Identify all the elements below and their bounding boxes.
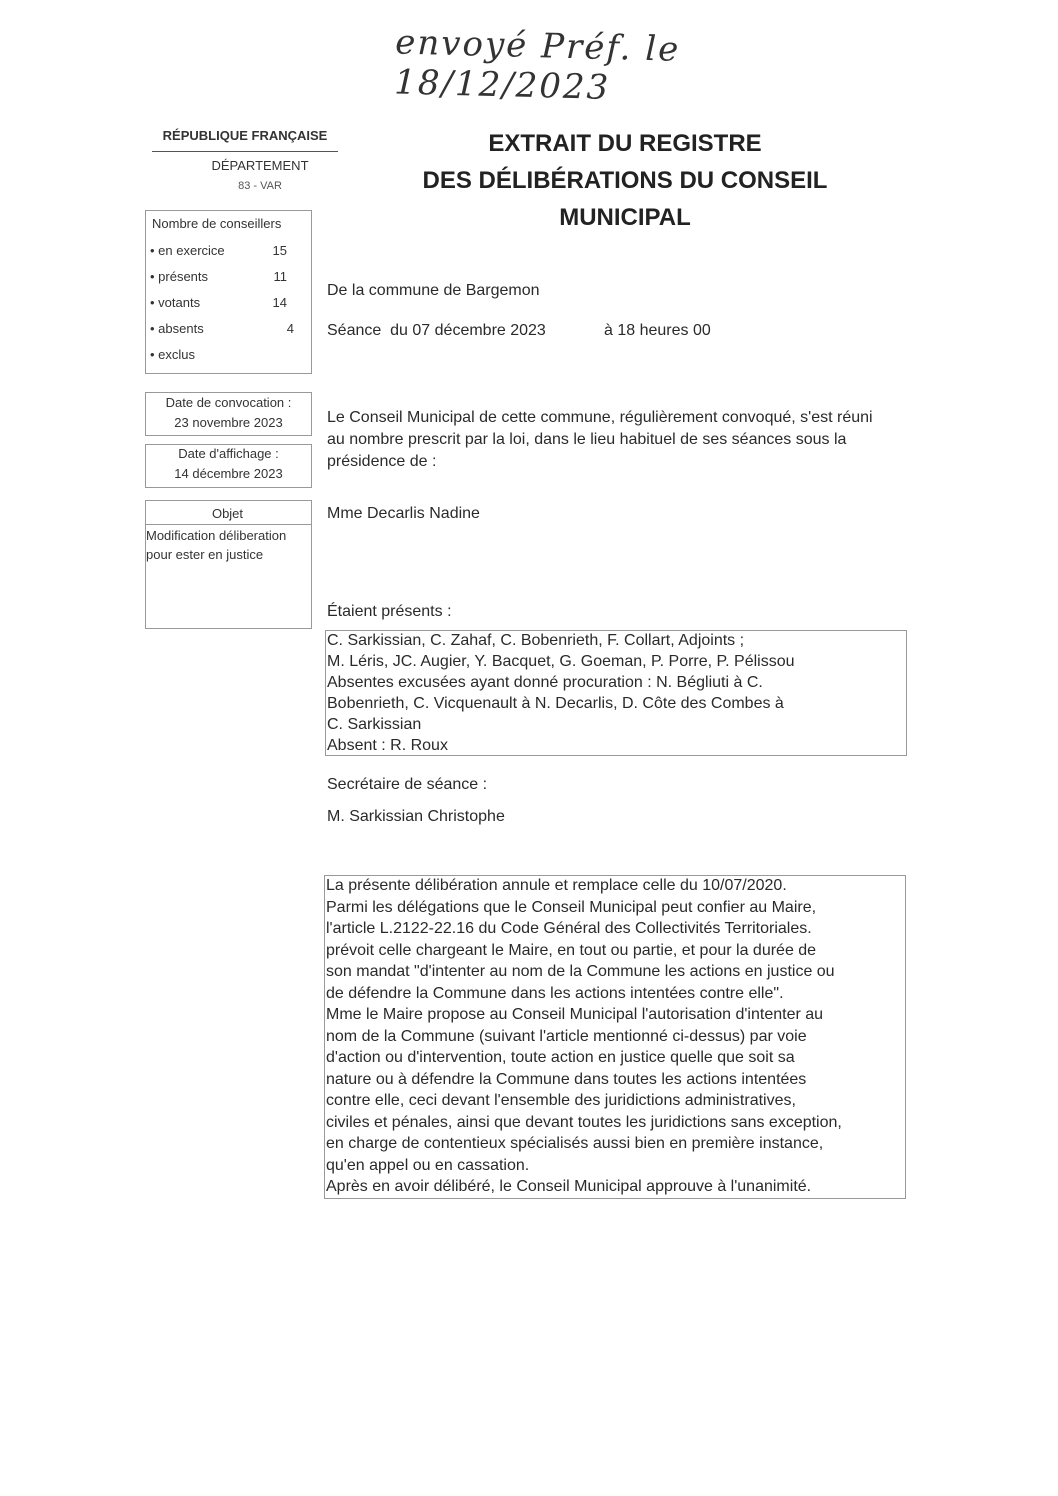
- counsellors-row-label: • présents: [150, 269, 209, 284]
- handwritten-annotation: envoyé Préf. le 18/12/2023: [393, 22, 681, 109]
- secretary-name: M. Sarkissian Christophe: [327, 808, 505, 825]
- counsellors-row-label: • absents: [150, 321, 204, 336]
- present-line: Bobenrieth, C. Vicquenault à N. Decarlis, D. Côte des Combes à: [327, 695, 784, 712]
- deliberation-line: prévoit celle chargeant le Maire, en tout ou partie, et pour la durée de: [326, 941, 817, 959]
- deliberation-line: Après en avoir délibéré, le Conseil Municipal approuve à l'unanimité.: [326, 1178, 812, 1195]
- counsellors-row-exercice: [150, 243, 300, 258]
- counsellors-row-label: • exclus: [150, 347, 196, 362]
- commune-name: De la commune de Bargemon: [327, 282, 540, 299]
- seance-date: Séance du 07 décembre 2023: [327, 322, 546, 339]
- objet-text: [146, 526, 311, 564]
- counsellors-row-presents: [150, 269, 300, 284]
- counsellors-row-exclus: [150, 347, 300, 362]
- deliberation-line: contre elle, ceci devant l'ensemble des juridictions administratives,: [326, 1092, 796, 1109]
- counsellors-heading: Nombre de conseillers: [152, 216, 282, 231]
- deliberation-line: Mme le Maire propose au Conseil Municipal l'autorisation d'intenter au: [326, 1006, 824, 1023]
- seance-line: [327, 322, 711, 340]
- counsellors-row-label: • votants: [150, 295, 201, 310]
- counsellors-row-label: • en exercice: [150, 243, 225, 258]
- departement-value: 83 - VAR: [238, 180, 282, 192]
- deliberation-line: civiles et pénales, ainsi que devant toutes les juridictions sans exception,: [326, 1113, 842, 1131]
- republique-label: RÉPUBLIQUE FRANÇAISE: [162, 128, 328, 143]
- deliberation-line: nature ou à défendre la Commune dans toutes les actions intentées: [326, 1070, 807, 1088]
- deliberation-text: [326, 875, 904, 1198]
- convocation-date: 23 novembre 2023: [174, 415, 283, 430]
- present-line: Absentes excusées ayant donné procuration : N. Bégliuti à C.: [327, 674, 763, 691]
- departement-label: DÉPARTEMENT: [211, 158, 309, 173]
- convocation-paragraph: Le Conseil Municipal de cette commune, régulièrement convoqué, s'est réuni au nombre prescrit par la loi, dans le lieu habituel de ses séances sous la présidence de :: [327, 409, 873, 470]
- present-list: [327, 630, 902, 756]
- deliberation-line: Parmi les délégations que le Conseil Municipal peut confier au Maire,: [326, 898, 817, 916]
- present-label: Étaient présents :: [327, 603, 452, 620]
- seance-time: à 18 heures 00: [604, 322, 711, 339]
- present-line: C. Sarkissian, C. Zahaf, C. Bobenrieth, F. Collart, Adjoints ;: [327, 632, 745, 649]
- secretary-label: Secrétaire de séance :: [327, 776, 488, 793]
- counsellors-row-votants: [150, 295, 300, 310]
- header-divider: [152, 151, 338, 152]
- deliberation-line: son mandat "d'intenter au nom de la Commune les actions en justice ou: [326, 963, 835, 980]
- present-line: C. Sarkissian: [327, 716, 422, 733]
- objet-line-1: Modification déliberation: [146, 528, 287, 543]
- convocation-label: Date de convocation :: [165, 395, 292, 410]
- counsellors-row-value: 4: [286, 321, 294, 336]
- counsellors-row-value: 11: [273, 269, 287, 284]
- deliberation-line: d'action ou d'intervention, toute action en justice quelle que soit sa: [326, 1049, 795, 1066]
- title-line-1: EXTRAIT DU REGISTRE: [488, 130, 762, 157]
- deliberation-line: l'article L.2122-22.16 du Code Général des Collectivités Territoriales.: [326, 920, 812, 937]
- counsellors-row-value: 15: [272, 243, 287, 258]
- deliberation-line: de défendre la Commune dans les actions intentées contre elle".: [326, 984, 784, 1002]
- counsellors-row-value: 14: [272, 295, 287, 310]
- present-line: Absent : R. Roux: [327, 737, 448, 754]
- objet-label: Objet: [211, 506, 244, 521]
- document-title: [380, 125, 870, 236]
- title-line-2: DES DÉLIBÉRATIONS DU CONSEIL: [422, 167, 828, 194]
- present-line: M. Léris, JC. Augier, Y. Bacquet, G. Goeman, P. Porre, P. Pélissou: [327, 653, 795, 670]
- objet-line-2: pour ester en justice: [146, 547, 264, 562]
- counsellors-row-absents: [150, 321, 300, 336]
- deliberation-line: en charge de contentieux spécialisés aussi bien en première instance,: [326, 1135, 824, 1152]
- president-name: Mme Decarlis Nadine: [327, 505, 480, 522]
- deliberation-line: La présente délibération annule et remplace celle du 10/07/2020.: [326, 877, 787, 894]
- deliberation-line: nom de la Commune (suivant l'article mentionné ci-dessus) par voie: [326, 1027, 807, 1045]
- deliberation-line: qu'en appel ou en cassation.: [326, 1156, 530, 1174]
- objet-divider: [145, 524, 311, 525]
- affichage-label: Date d'affichage :: [178, 446, 279, 461]
- title-line-3: MUNICIPAL: [559, 204, 691, 231]
- affichage-date: 14 décembre 2023: [174, 466, 283, 481]
